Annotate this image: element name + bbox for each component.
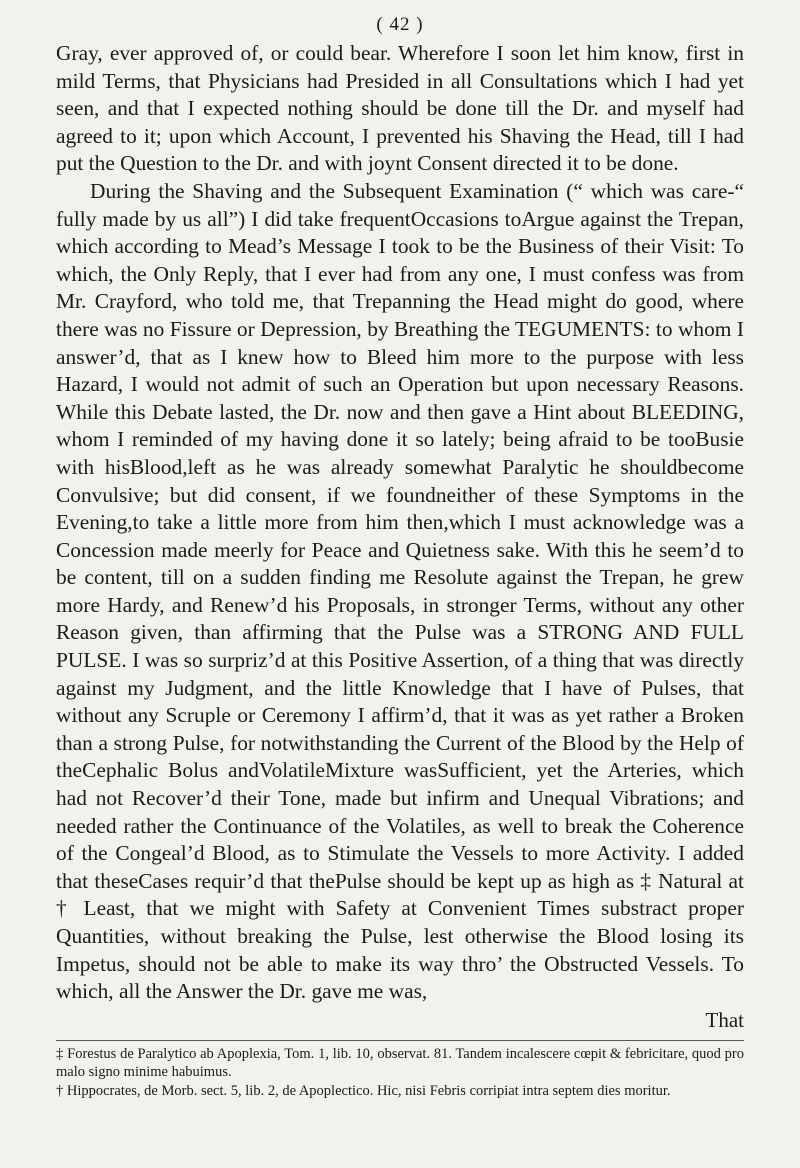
catchword: That (705, 1007, 744, 1032)
paragraph-2: During the Shaving and the Subsequent Examination (“ which was care-“ fully made by us all”) I did take frequentOccasions toArgue against the Trepan, which according to Mead’s Message I took to be the Business of their Visit: To which, the Only Reply, that I ever had from any one, I must confess was from Mr. Crayford, who told me, that Trepanning the Head might do good, where there was no Fissure or Depression, by Breathing the TEGUMENTS: to whom I answer’d, that as I knew how to Bleed him more to the purpose with less Hazard, I would not admit of such an Operation but upon necessary Reasons. While this Debate lasted, the Dr. now and then gave a Hint about BLEEDING, whom I reminded of my having done it so lately; being afraid to be tooBusie with hisBlood,left as he was already somewhat Paralytic he shouldbecome Convulsive; but did consent, if we foundneither of these Symptoms in the Evening,to take a little more from him then,which I must acknowledge was a Concession made meerly for Peace and Quietness sake. With this he seem’d to be content, till on a sudden finding me Resolute against the Trepan, he grew more Hardy, and Renew’d his Proposals, in stronger Terms, without any other Reason given, than affirming that the Pulse was a STRONG AND FULL PULSE. I was so surpriz’d at this Positive Assertion, of a thing that was directly against my Judgment, and the little Knowledge that I have of Pulses, that without any Scruple or Ceremony I affirm’d, that it was as yet rather a Broken than a strong Pulse, for notwithstanding the Current of the Blood by the Help of theCephalic Bolus andVolatileMixture wasSufficient, yet the Arteries, which had not Recover’d their Tone, made but infirm and Unequal Vibrations; and needed rather the Continuance of the Volatiles, as well to break the Coherence of the Congeal’d Blood, as to Stimulate the Vessels to more Activity. I added that theseCases requir’d that thePulse should be kept up as high as ‡ Natural at † Least, that we might with Safety at Convenient Times substract proper Quantities, without breaking the Pulse, lest otherwise the Blood losing its Impetus, should not be able to make its way thro’ the Obstructed Vessels. To which, all the Answer the Dr. gave me was, (56, 178, 744, 1004)
footnote-hippocrates: † Hippocrates, de Morb. sect. 5, lib. 2, de Apoplectico. Hic, nisi Febris corripiat intra septem dies moritur. (56, 1082, 671, 1099)
footnote-divider (56, 1040, 744, 1041)
page-number-header: ( 42 ) (376, 14, 424, 35)
body-text (56, 40, 744, 1006)
footnotes (56, 1045, 744, 1101)
paragraph-1: Gray, ever approved of, or could bear. Wherefore I soon let him know, first in mild Terms, that Physicians had Presided in all Consultations which I had yet seen, and that I expected nothing should be done till the Dr. and myself had agreed to it; upon which Account, I prevented his Shaving the Head, till I had put the Question to the Dr. and with joynt Consent directed it to be done. (56, 41, 744, 176)
footnote-forestus: ‡ Forestus de Paralytico ab Apoplexia, Tom. 1, lib. 10, observat. 81. Tandem incalescere cœpit & febricitare, quod pro malo signo minime habuimus. (56, 1045, 744, 1081)
